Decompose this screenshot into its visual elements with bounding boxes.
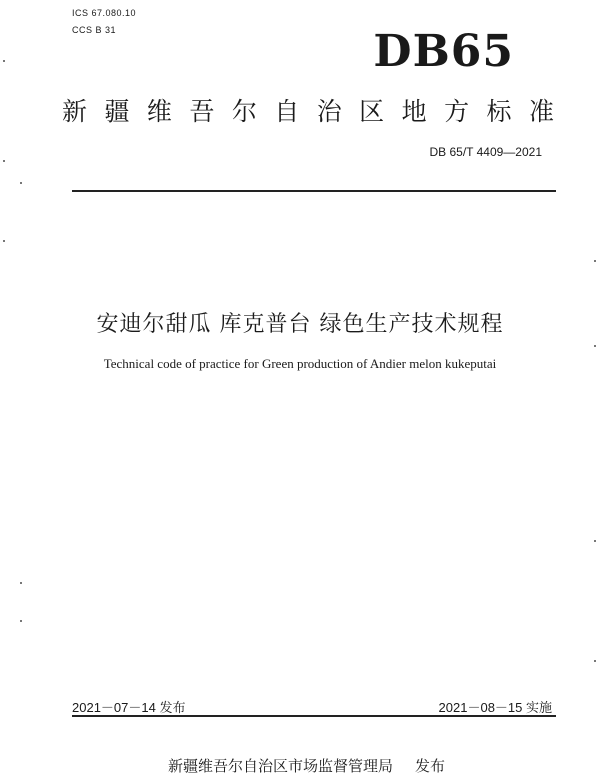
scan-speck — [20, 582, 22, 584]
issue-date: 2021－07－14 发布 — [72, 700, 186, 715]
scan-speck — [3, 60, 5, 62]
issuer-action: 发布 — [415, 757, 446, 775]
scan-speck — [594, 540, 596, 542]
standard-name-char: 新 — [62, 97, 88, 126]
standard-name-char: 地 — [401, 97, 427, 126]
footer-divider — [72, 715, 556, 717]
standard-name-char: 维 — [146, 97, 172, 126]
ics-code: ICS 67.080.10 — [72, 8, 137, 18]
scan-speck — [20, 182, 22, 184]
scan-speck — [20, 620, 22, 622]
scan-speck — [594, 260, 596, 262]
standard-name-char: 自 — [274, 97, 300, 126]
standard-category-name — [62, 92, 554, 128]
ccs-code: CCS B 31 — [72, 25, 117, 35]
standard-name-char: 准 — [528, 97, 554, 126]
db65-logo-mark: DB65 — [373, 26, 514, 77]
scan-speck — [3, 240, 5, 242]
header-divider — [72, 190, 556, 192]
standard-name-char: 尔 — [231, 97, 257, 126]
scan-speck — [594, 660, 596, 662]
standard-name-char: 标 — [486, 97, 512, 126]
implementation-date: 2021－08－15 实施 — [438, 700, 552, 715]
document-title-english: Technical code of practice for Green production of Andier melon kukeputai — [103, 356, 497, 371]
standard-name-char: 吾 — [189, 97, 215, 126]
standard-name-char: 治 — [316, 97, 342, 126]
standard-name-char: 方 — [444, 97, 470, 126]
issuer-name: 新疆维吾尔自治区市场监督管理局 — [168, 757, 394, 775]
standard-number: DB 65/T 4409—2021 — [429, 145, 542, 159]
issuing-authority — [168, 755, 445, 776]
standard-name-char: 区 — [359, 97, 385, 126]
document-title-chinese: 安迪尔甜瓜 库克普台 绿色生产技术规程 — [96, 312, 504, 337]
scan-speck — [594, 345, 596, 347]
standard-name-char: 疆 — [104, 97, 130, 126]
scan-speck — [3, 160, 5, 162]
